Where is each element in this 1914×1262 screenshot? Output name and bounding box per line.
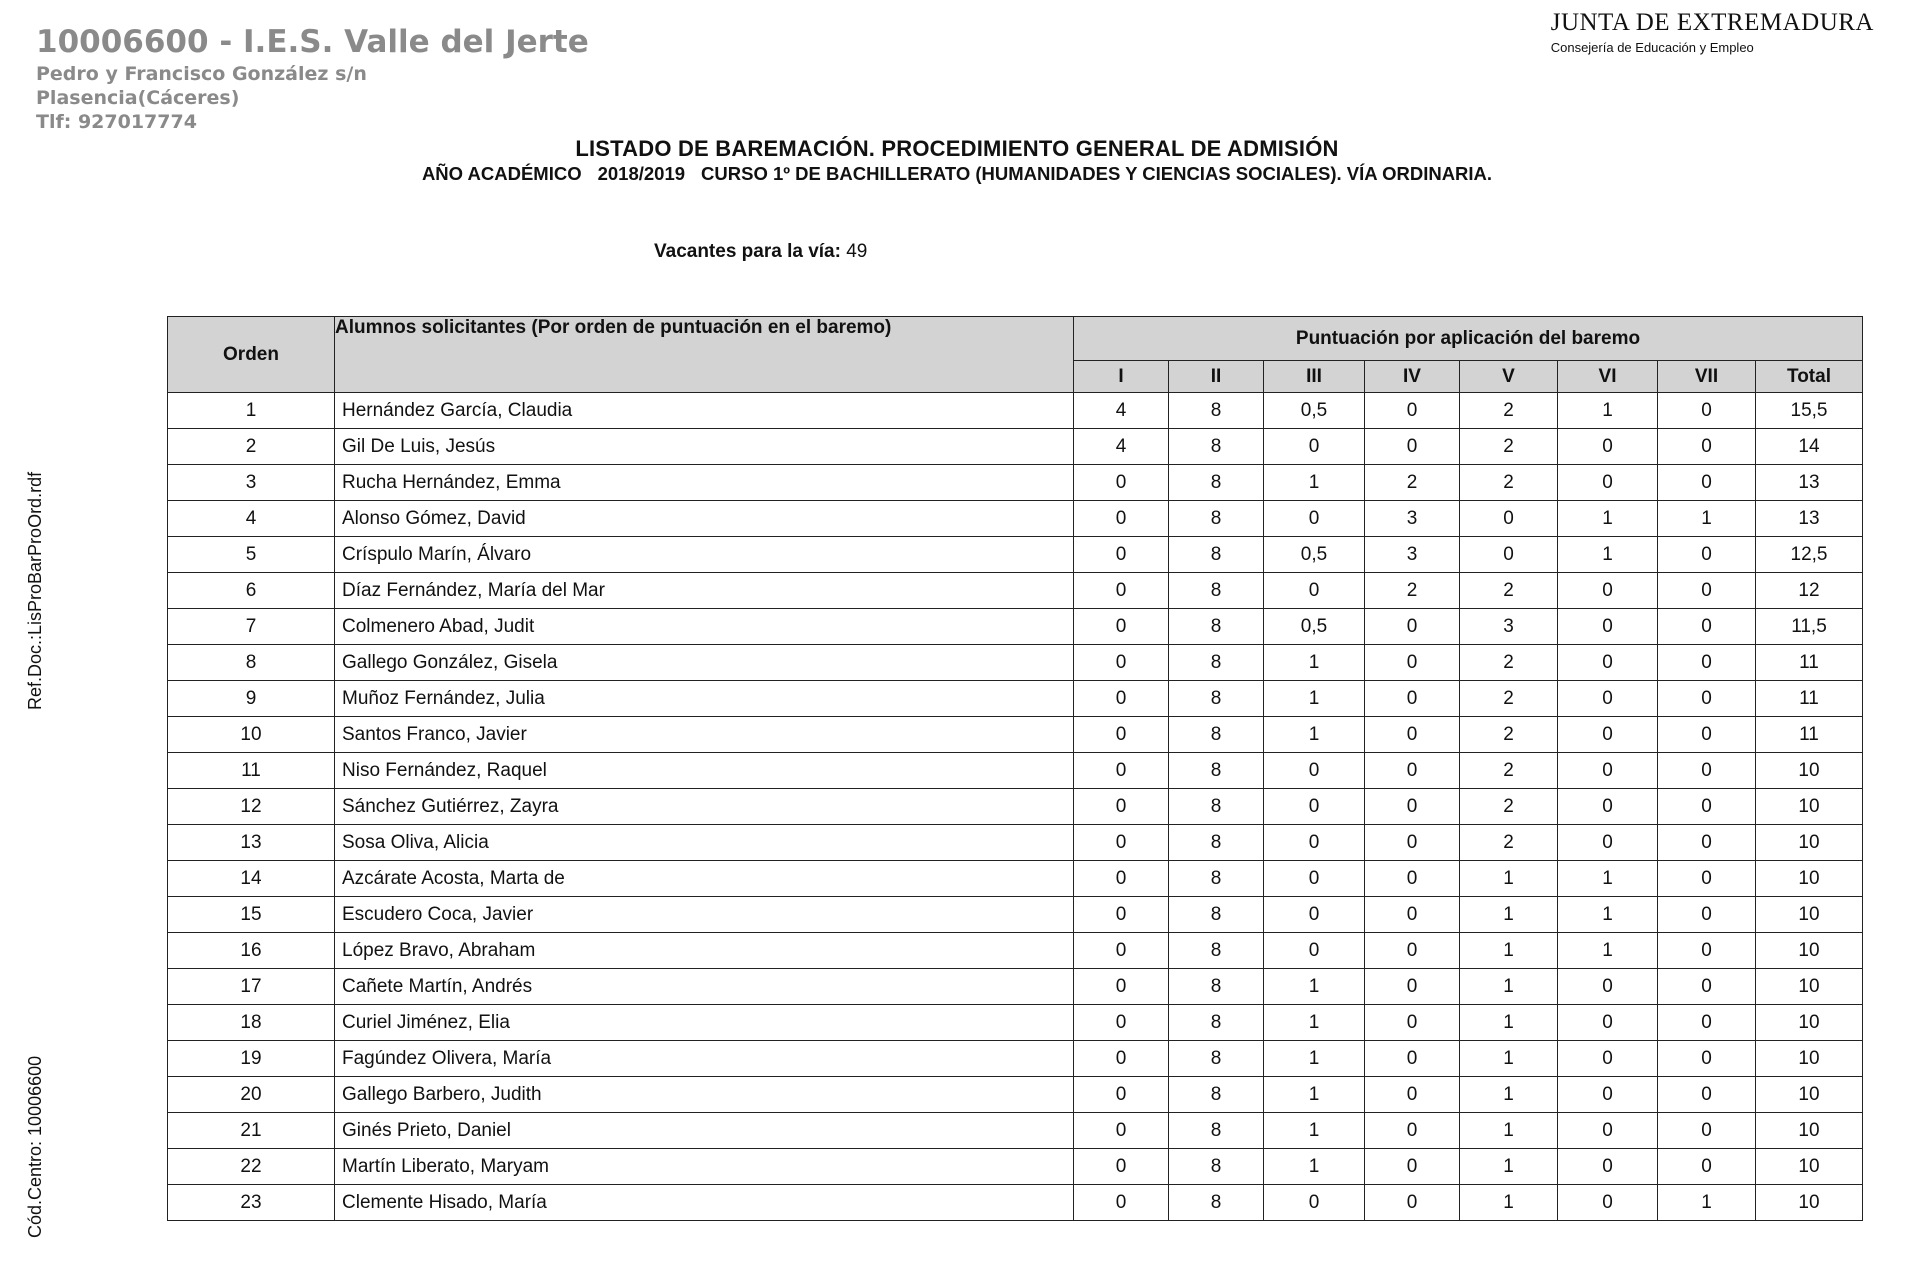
table-row xyxy=(168,573,1863,609)
cell-orden: 9 xyxy=(168,681,335,717)
cell-score-iii: 0,5 xyxy=(1264,609,1365,645)
cell-score-iii: 0 xyxy=(1264,573,1365,609)
course-label: CURSO 1º DE BACHILLERATO (HUMANIDADES Y CIENCIAS SOCIALES). VÍA ORDINARIA. xyxy=(701,163,1493,184)
cell-score-i: 0 xyxy=(1074,609,1169,645)
cell-score-ii: 8 xyxy=(1169,789,1264,825)
cell-score-iv: 0 xyxy=(1365,393,1460,429)
cell-score-ii: 8 xyxy=(1169,681,1264,717)
cell-score-iv: 2 xyxy=(1365,573,1460,609)
cell-score-i: 0 xyxy=(1074,465,1169,501)
cell-score-iii: 0 xyxy=(1264,753,1365,789)
cell-score-vi: 0 xyxy=(1558,825,1658,861)
cell-score-v: 1 xyxy=(1460,1005,1558,1041)
cell-score-vii: 0 xyxy=(1658,1041,1756,1077)
cell-score-iii: 1 xyxy=(1264,1041,1365,1077)
cell-score-v: 2 xyxy=(1460,753,1558,789)
cell-student-name: Fagúndez Olivera, María xyxy=(335,1041,1074,1077)
cell-student-name: Cañete Martín, Andrés xyxy=(335,969,1074,1005)
cell-score-ii: 8 xyxy=(1169,1149,1264,1185)
cell-score-ii: 8 xyxy=(1169,1113,1264,1149)
cell-orden: 5 xyxy=(168,537,335,573)
cell-score-vi: 0 xyxy=(1558,969,1658,1005)
cell-score-total: 10 xyxy=(1756,825,1863,861)
cell-score-vi: 0 xyxy=(1558,753,1658,789)
cell-student-name: Muñoz Fernández, Julia xyxy=(335,681,1074,717)
cell-score-i: 0 xyxy=(1074,1149,1169,1185)
cell-score-total: 10 xyxy=(1756,753,1863,789)
table-row xyxy=(168,1077,1863,1113)
cell-score-ii: 8 xyxy=(1169,1041,1264,1077)
cell-score-vii: 0 xyxy=(1658,753,1756,789)
cell-score-total: 10 xyxy=(1756,1077,1863,1113)
cell-score-iii: 0 xyxy=(1264,897,1365,933)
cell-score-vi: 1 xyxy=(1558,393,1658,429)
cell-score-i: 4 xyxy=(1074,393,1169,429)
cell-student-name: Sosa Oliva, Alicia xyxy=(335,825,1074,861)
cell-score-iv: 0 xyxy=(1365,717,1460,753)
cell-student-name: Críspulo Marín, Álvaro xyxy=(335,537,1074,573)
cell-score-iii: 0,5 xyxy=(1264,393,1365,429)
cell-score-iv: 0 xyxy=(1365,609,1460,645)
cell-score-i: 0 xyxy=(1074,789,1169,825)
cell-score-ii: 8 xyxy=(1169,933,1264,969)
cell-score-vi: 0 xyxy=(1558,465,1658,501)
cell-score-vii: 0 xyxy=(1658,1005,1756,1041)
cell-score-i: 0 xyxy=(1074,861,1169,897)
cell-score-vi: 0 xyxy=(1558,1041,1658,1077)
cell-student-name: Santos Franco, Javier xyxy=(335,717,1074,753)
cell-score-iv: 3 xyxy=(1365,537,1460,573)
cell-score-iii: 0 xyxy=(1264,1185,1365,1221)
cell-score-iv: 3 xyxy=(1365,501,1460,537)
cell-score-total: 13 xyxy=(1756,465,1863,501)
cell-score-vii: 1 xyxy=(1658,1185,1756,1221)
cell-orden: 6 xyxy=(168,573,335,609)
school-name: 10006600 - I.E.S. Valle del Jerte xyxy=(36,24,589,60)
cell-score-v: 1 xyxy=(1460,933,1558,969)
cell-score-ii: 8 xyxy=(1169,393,1264,429)
cell-score-iii: 1 xyxy=(1264,1005,1365,1041)
cell-score-v: 1 xyxy=(1460,1077,1558,1113)
document-subtitle xyxy=(0,163,1914,185)
cell-score-vi: 0 xyxy=(1558,681,1658,717)
cell-score-iii: 1 xyxy=(1264,1149,1365,1185)
cell-score-iii: 1 xyxy=(1264,1077,1365,1113)
table-row xyxy=(168,933,1863,969)
cell-orden: 1 xyxy=(168,393,335,429)
cell-score-vii: 0 xyxy=(1658,825,1756,861)
cell-student-name: Sánchez Gutiérrez, Zayra xyxy=(335,789,1074,825)
cell-orden: 22 xyxy=(168,1149,335,1185)
cell-score-ii: 8 xyxy=(1169,969,1264,1005)
cell-score-total: 10 xyxy=(1756,1149,1863,1185)
cell-orden: 11 xyxy=(168,753,335,789)
cell-student-name: Niso Fernández, Raquel xyxy=(335,753,1074,789)
cell-score-total: 10 xyxy=(1756,1005,1863,1041)
cell-score-iv: 0 xyxy=(1365,429,1460,465)
table-row xyxy=(168,537,1863,573)
cell-student-name: Colmenero Abad, Judit xyxy=(335,609,1074,645)
col-header-iv: IV xyxy=(1365,361,1460,393)
cell-orden: 18 xyxy=(168,1005,335,1041)
cell-score-ii: 8 xyxy=(1169,609,1264,645)
cell-score-v: 2 xyxy=(1460,681,1558,717)
cell-orden: 12 xyxy=(168,789,335,825)
cell-score-total: 11 xyxy=(1756,645,1863,681)
cell-score-ii: 8 xyxy=(1169,897,1264,933)
cell-student-name: Ginés Prieto, Daniel xyxy=(335,1113,1074,1149)
table-row xyxy=(168,501,1863,537)
cell-score-v: 1 xyxy=(1460,1113,1558,1149)
table-row xyxy=(168,753,1863,789)
col-header-ii: II xyxy=(1169,361,1264,393)
cell-score-v: 1 xyxy=(1460,861,1558,897)
table-row xyxy=(168,1185,1863,1221)
cell-score-iii: 0 xyxy=(1264,861,1365,897)
cell-score-vii: 0 xyxy=(1658,861,1756,897)
cell-orden: 23 xyxy=(168,1185,335,1221)
cell-score-i: 0 xyxy=(1074,645,1169,681)
cell-score-v: 3 xyxy=(1460,609,1558,645)
cell-score-ii: 8 xyxy=(1169,717,1264,753)
cell-score-i: 0 xyxy=(1074,1041,1169,1077)
table-row xyxy=(168,1041,1863,1077)
cell-orden: 21 xyxy=(168,1113,335,1149)
cell-score-vii: 0 xyxy=(1658,393,1756,429)
cell-score-i: 0 xyxy=(1074,537,1169,573)
table-row xyxy=(168,465,1863,501)
cell-score-i: 0 xyxy=(1074,1077,1169,1113)
cell-score-iv: 0 xyxy=(1365,1005,1460,1041)
cell-score-vii: 0 xyxy=(1658,969,1756,1005)
cell-score-total: 10 xyxy=(1756,933,1863,969)
cell-score-i: 0 xyxy=(1074,969,1169,1005)
cell-score-vii: 0 xyxy=(1658,537,1756,573)
cell-orden: 3 xyxy=(168,465,335,501)
cell-score-v: 1 xyxy=(1460,1185,1558,1221)
cell-score-total: 10 xyxy=(1756,969,1863,1005)
document-title: LISTADO DE BAREMACIÓN. PROCEDIMIENTO GENERAL DE ADMISIÓN xyxy=(575,136,1339,161)
table-row xyxy=(168,393,1863,429)
cell-score-ii: 8 xyxy=(1169,429,1264,465)
cell-score-v: 0 xyxy=(1460,501,1558,537)
cell-score-v: 2 xyxy=(1460,393,1558,429)
cell-orden: 20 xyxy=(168,1077,335,1113)
cell-score-iv: 0 xyxy=(1365,1041,1460,1077)
cell-score-iii: 0 xyxy=(1264,825,1365,861)
cell-student-name: Rucha Hernández, Emma xyxy=(335,465,1074,501)
cell-orden: 8 xyxy=(168,645,335,681)
cell-student-name: Azcárate Acosta, Marta de xyxy=(335,861,1074,897)
cell-score-total: 10 xyxy=(1756,897,1863,933)
cell-score-vii: 0 xyxy=(1658,609,1756,645)
col-header-vi: VI xyxy=(1558,361,1658,393)
cell-score-total: 11 xyxy=(1756,717,1863,753)
scores-table xyxy=(167,316,1863,1221)
cell-score-ii: 8 xyxy=(1169,1005,1264,1041)
cell-score-vi: 0 xyxy=(1558,789,1658,825)
cell-score-ii: 8 xyxy=(1169,465,1264,501)
cell-score-vii: 0 xyxy=(1658,717,1756,753)
cell-score-ii: 8 xyxy=(1169,645,1264,681)
cell-score-vii: 0 xyxy=(1658,573,1756,609)
cell-orden: 13 xyxy=(168,825,335,861)
cell-student-name: Martín Liberato, Maryam xyxy=(335,1149,1074,1185)
cell-score-i: 0 xyxy=(1074,753,1169,789)
junta-logo-org: JUNTA DE EXTREMADURA xyxy=(1550,9,1874,36)
cell-score-i: 0 xyxy=(1074,501,1169,537)
cell-score-ii: 8 xyxy=(1169,753,1264,789)
cell-score-iii: 1 xyxy=(1264,681,1365,717)
cell-score-i: 4 xyxy=(1074,429,1169,465)
table-row xyxy=(168,429,1863,465)
cell-orden: 14 xyxy=(168,861,335,897)
cell-score-v: 0 xyxy=(1460,537,1558,573)
cell-score-iv: 0 xyxy=(1365,933,1460,969)
cell-score-ii: 8 xyxy=(1169,1185,1264,1221)
cell-score-iv: 0 xyxy=(1365,645,1460,681)
cell-score-iv: 0 xyxy=(1365,969,1460,1005)
cell-score-v: 2 xyxy=(1460,429,1558,465)
cell-score-v: 2 xyxy=(1460,789,1558,825)
school-city: Plasencia(Cáceres) xyxy=(36,87,240,109)
cell-score-total: 10 xyxy=(1756,789,1863,825)
col-header-i: I xyxy=(1074,361,1169,393)
cell-score-vii: 0 xyxy=(1658,789,1756,825)
cell-score-v: 1 xyxy=(1460,969,1558,1005)
cell-score-total: 11,5 xyxy=(1756,609,1863,645)
cell-score-ii: 8 xyxy=(1169,537,1264,573)
cell-score-vii: 0 xyxy=(1658,1113,1756,1149)
school-header xyxy=(36,22,589,134)
cell-score-iii: 1 xyxy=(1264,1113,1365,1149)
cell-score-vii: 0 xyxy=(1658,897,1756,933)
cell-score-vi: 1 xyxy=(1558,501,1658,537)
cell-score-v: 2 xyxy=(1460,717,1558,753)
cell-score-iv: 0 xyxy=(1365,861,1460,897)
cell-score-iv: 0 xyxy=(1365,753,1460,789)
cell-score-ii: 8 xyxy=(1169,825,1264,861)
cell-score-vi: 0 xyxy=(1558,1005,1658,1041)
cell-score-vi: 0 xyxy=(1558,609,1658,645)
table-row xyxy=(168,897,1863,933)
cell-score-vi: 1 xyxy=(1558,537,1658,573)
vacancies-label: Vacantes para la vía: xyxy=(654,241,841,262)
cell-score-v: 1 xyxy=(1460,897,1558,933)
cell-score-i: 0 xyxy=(1074,897,1169,933)
cell-score-vi: 0 xyxy=(1558,1149,1658,1185)
cell-score-iv: 0 xyxy=(1365,825,1460,861)
table-row xyxy=(168,861,1863,897)
table-row xyxy=(168,681,1863,717)
cell-score-i: 0 xyxy=(1074,681,1169,717)
cell-score-total: 10 xyxy=(1756,1113,1863,1149)
cell-score-iii: 0 xyxy=(1264,429,1365,465)
cell-score-iii: 0 xyxy=(1264,789,1365,825)
cell-score-iii: 0,5 xyxy=(1264,537,1365,573)
cell-orden: 4 xyxy=(168,501,335,537)
cell-score-vii: 0 xyxy=(1658,465,1756,501)
cell-score-vi: 1 xyxy=(1558,933,1658,969)
centro-code-label: Cód.Centro: 10006600 xyxy=(25,1055,45,1238)
cell-score-iv: 0 xyxy=(1365,1149,1460,1185)
cell-orden: 19 xyxy=(168,1041,335,1077)
col-header-v: V xyxy=(1460,361,1558,393)
cell-score-total: 14 xyxy=(1756,429,1863,465)
vacancies xyxy=(654,241,867,263)
cell-student-name: Gallego Barbero, Judith xyxy=(335,1077,1074,1113)
cell-score-i: 0 xyxy=(1074,573,1169,609)
cell-student-name: Gallego González, Gisela xyxy=(335,645,1074,681)
cell-score-i: 0 xyxy=(1074,1005,1169,1041)
cell-orden: 10 xyxy=(168,717,335,753)
ref-doc-label: Ref.Doc.:LisProBarProOrd.rdf xyxy=(25,471,45,710)
cell-score-vi: 0 xyxy=(1558,573,1658,609)
cell-score-vi: 0 xyxy=(1558,1113,1658,1149)
cell-score-vii: 0 xyxy=(1658,429,1756,465)
cell-score-iii: 1 xyxy=(1264,645,1365,681)
cell-score-total: 13 xyxy=(1756,501,1863,537)
cell-student-name: Curiel Jiménez, Elia xyxy=(335,1005,1074,1041)
cell-score-vii: 0 xyxy=(1658,1077,1756,1113)
cell-score-vii: 0 xyxy=(1658,681,1756,717)
cell-score-total: 12 xyxy=(1756,573,1863,609)
table-row xyxy=(168,1113,1863,1149)
col-header-iii: III xyxy=(1264,361,1365,393)
year-label: AÑO ACADÉMICO xyxy=(421,163,582,184)
cell-score-ii: 8 xyxy=(1169,1077,1264,1113)
col-header-group: Puntuación por aplicación del baremo xyxy=(1074,317,1863,361)
cell-score-i: 0 xyxy=(1074,1113,1169,1149)
table-row xyxy=(168,1005,1863,1041)
cell-student-name: Escudero Coca, Javier xyxy=(335,897,1074,933)
cell-score-vi: 1 xyxy=(1558,897,1658,933)
table-row xyxy=(168,969,1863,1005)
table-row xyxy=(168,609,1863,645)
cell-score-iv: 0 xyxy=(1365,1185,1460,1221)
cell-score-iv: 0 xyxy=(1365,1077,1460,1113)
cell-student-name: Alonso Gómez, David xyxy=(335,501,1074,537)
cell-score-iii: 1 xyxy=(1264,717,1365,753)
junta-logo xyxy=(1551,6,1874,56)
col-header-total: Total xyxy=(1756,361,1863,393)
cell-score-iii: 0 xyxy=(1264,933,1365,969)
cell-score-total: 10 xyxy=(1756,1041,1863,1077)
cell-orden: 15 xyxy=(168,897,335,933)
cell-score-v: 1 xyxy=(1460,1041,1558,1077)
cell-score-total: 10 xyxy=(1756,1185,1863,1221)
school-phone: Tlf: 927017774 xyxy=(36,111,197,133)
cell-orden: 16 xyxy=(168,933,335,969)
cell-score-vi: 1 xyxy=(1558,861,1658,897)
cell-score-iii: 1 xyxy=(1264,465,1365,501)
cell-score-iv: 0 xyxy=(1365,789,1460,825)
cell-score-vi: 0 xyxy=(1558,1185,1658,1221)
col-header-orden: Orden xyxy=(168,317,335,393)
table-row xyxy=(168,1149,1863,1185)
cell-score-vi: 0 xyxy=(1558,645,1658,681)
junta-logo-dept: Consejería de Educación y Empleo xyxy=(1550,40,1754,55)
cell-score-vii: 1 xyxy=(1658,501,1756,537)
cell-score-v: 2 xyxy=(1460,825,1558,861)
school-address: Pedro y Francisco González s/n xyxy=(36,63,367,85)
cell-score-vii: 0 xyxy=(1658,933,1756,969)
table-body xyxy=(168,393,1863,1221)
cell-score-vi: 0 xyxy=(1558,1077,1658,1113)
cell-score-ii: 8 xyxy=(1169,573,1264,609)
cell-score-total: 15,5 xyxy=(1756,393,1863,429)
cell-student-name: Gil De Luis, Jesús xyxy=(335,429,1074,465)
cell-score-iii: 1 xyxy=(1264,969,1365,1005)
cell-score-iv: 0 xyxy=(1365,897,1460,933)
cell-score-ii: 8 xyxy=(1169,861,1264,897)
cell-score-iii: 0 xyxy=(1264,501,1365,537)
table-row xyxy=(168,717,1863,753)
cell-score-v: 2 xyxy=(1460,573,1558,609)
cell-score-i: 0 xyxy=(1074,1185,1169,1221)
cell-score-ii: 8 xyxy=(1169,501,1264,537)
cell-score-vi: 0 xyxy=(1558,717,1658,753)
cell-student-name: Díaz Fernández, María del Mar xyxy=(335,573,1074,609)
cell-student-name: Hernández García, Claudia xyxy=(335,393,1074,429)
cell-score-v: 1 xyxy=(1460,1149,1558,1185)
cell-score-total: 11 xyxy=(1756,681,1863,717)
cell-score-i: 0 xyxy=(1074,825,1169,861)
cell-student-name: Clemente Hisado, María xyxy=(335,1185,1074,1221)
cell-student-name: López Bravo, Abraham xyxy=(335,933,1074,969)
cell-score-vii: 0 xyxy=(1658,645,1756,681)
cell-score-v: 2 xyxy=(1460,465,1558,501)
cell-score-total: 10 xyxy=(1756,861,1863,897)
cell-score-v: 2 xyxy=(1460,645,1558,681)
header-row xyxy=(168,317,1863,361)
cell-score-vii: 0 xyxy=(1658,1149,1756,1185)
cell-orden: 2 xyxy=(168,429,335,465)
cell-score-iv: 0 xyxy=(1365,681,1460,717)
table-row xyxy=(168,645,1863,681)
col-header-name: Alumnos solicitantes (Por orden de puntuación en el baremo) xyxy=(335,317,1074,393)
vacancies-value: 49 xyxy=(846,241,868,262)
cell-orden: 7 xyxy=(168,609,335,645)
col-header-vii: VII xyxy=(1658,361,1756,393)
cell-score-vi: 0 xyxy=(1558,429,1658,465)
cell-score-iv: 0 xyxy=(1365,1113,1460,1149)
academic-year: 2018/2019 xyxy=(597,163,686,184)
cell-score-iv: 2 xyxy=(1365,465,1460,501)
cell-score-i: 0 xyxy=(1074,717,1169,753)
table-row xyxy=(168,789,1863,825)
cell-score-i: 0 xyxy=(1074,933,1169,969)
cell-score-total: 12,5 xyxy=(1756,537,1863,573)
cell-orden: 17 xyxy=(168,969,335,1005)
table-row xyxy=(168,825,1863,861)
